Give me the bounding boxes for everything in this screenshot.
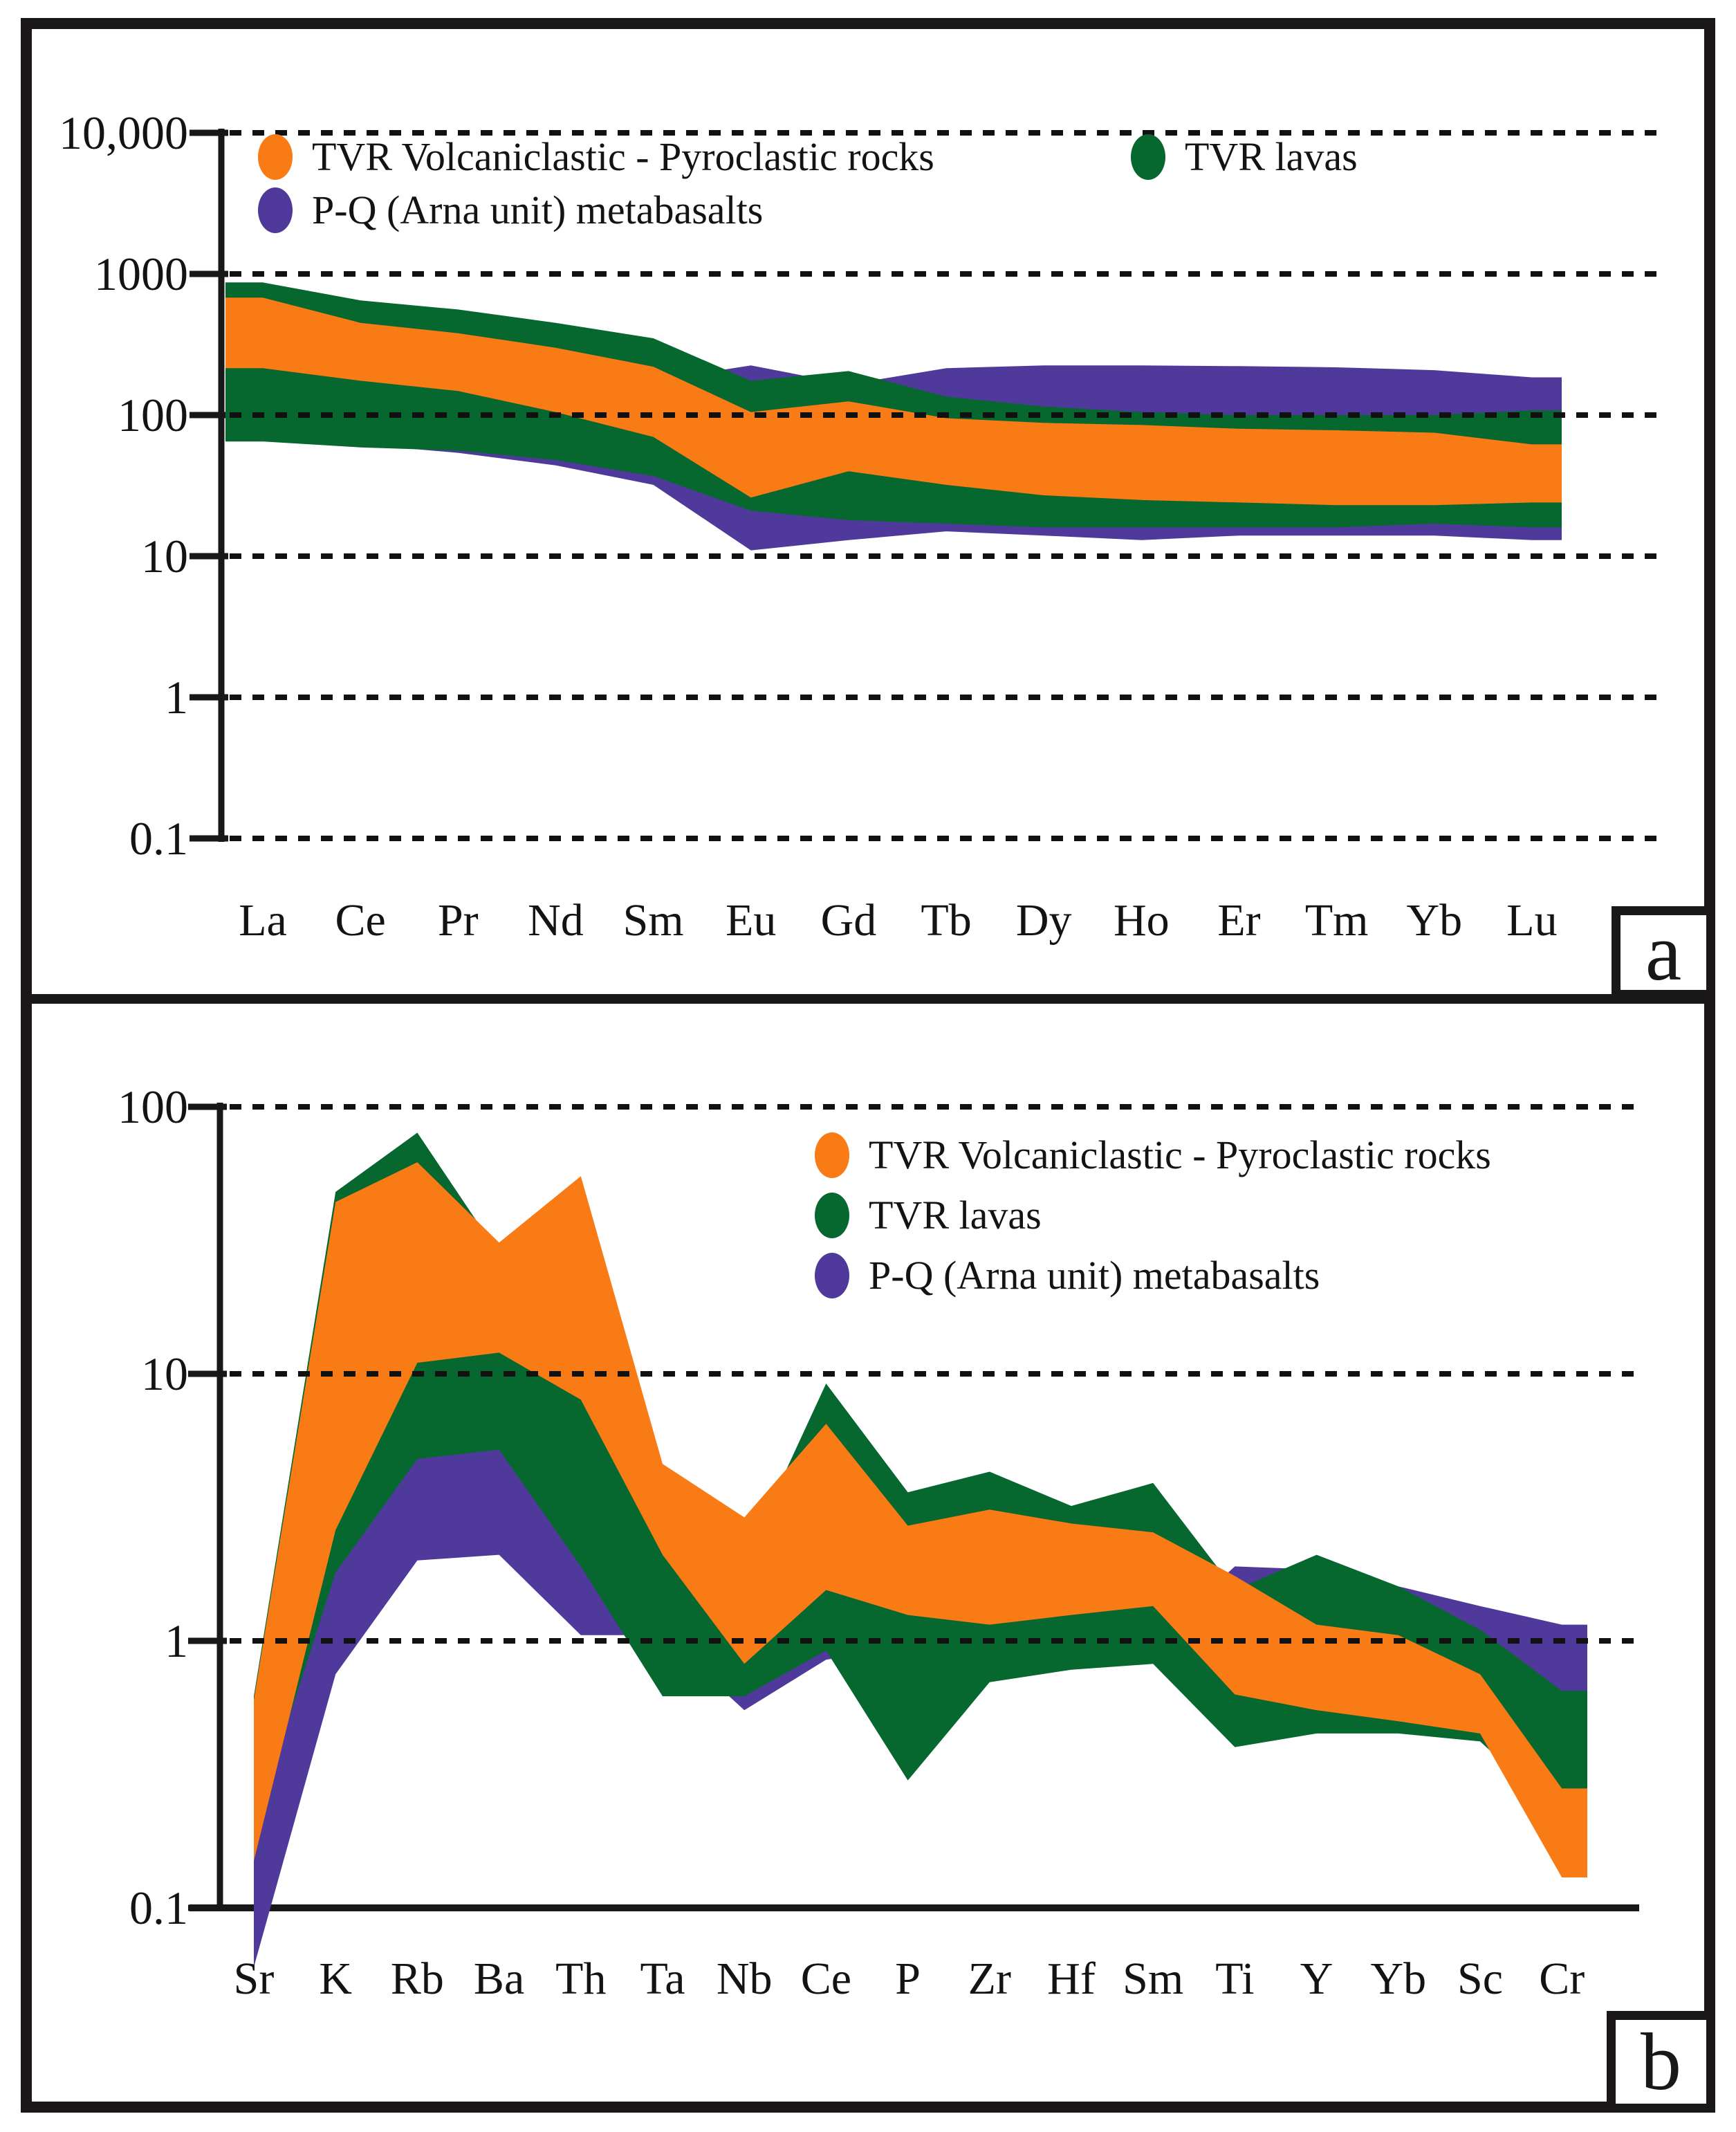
- x-category-label: Hf: [1047, 1954, 1096, 2004]
- legend-label: TVR Volcaniclastic - Pyroclastic rocks: [869, 1132, 1491, 1177]
- x-category-label: Ce: [800, 1954, 852, 2004]
- lavas-legend-dot-icon: [815, 1193, 849, 1238]
- x-category-label: Lu: [1506, 895, 1558, 946]
- x-category-label: Cr: [1539, 1954, 1585, 2004]
- x-category-label: Sm: [1123, 1954, 1184, 2004]
- metabasalts-legend-dot-icon: [815, 1253, 849, 1298]
- x-category-label: K: [319, 1954, 353, 2004]
- y-tick-label: 1: [165, 1615, 188, 1667]
- x-category-label: Pr: [437, 895, 479, 946]
- x-category-label: Nd: [528, 895, 584, 946]
- y-tick-label: 0.1: [129, 1882, 188, 1934]
- y-tick-label: 0.1: [129, 812, 188, 865]
- y-tick-label: 100: [118, 1081, 188, 1133]
- x-category-label: Gd: [820, 895, 877, 946]
- legend-item-metabasalts-b: [815, 1251, 1320, 1301]
- legend-label: P-Q (Arna unit) metabasalts: [312, 187, 764, 232]
- x-category-label: Ce: [335, 895, 386, 946]
- y-tick-label: 10: [141, 1348, 188, 1400]
- panel-b-letter: b: [1641, 2016, 1681, 2107]
- x-category-label: Eu: [726, 895, 777, 946]
- legend-item-volcaniclastic-a: [258, 132, 934, 182]
- x-category-label: La: [239, 895, 287, 946]
- x-category-label: Sr: [233, 1954, 275, 2004]
- legend-label: TVR lavas: [869, 1193, 1042, 1238]
- legend-item-lavas-a: [1131, 132, 1358, 182]
- x-category-label: Sm: [622, 895, 684, 946]
- x-category-label: Ba: [473, 1954, 525, 2004]
- y-tick-label: 100: [118, 389, 188, 441]
- x-category-label: Er: [1217, 895, 1261, 946]
- panel-a-letter: a: [1645, 907, 1682, 998]
- legend-item-volcaniclastic-b: [815, 1130, 1491, 1180]
- x-category-label: Yb: [1406, 895, 1463, 946]
- legend-label: TVR lavas: [1185, 134, 1358, 179]
- lavas-legend-dot-icon: [1131, 134, 1165, 180]
- x-category-label: Nb: [716, 1954, 773, 2004]
- x-category-label: Y: [1300, 1954, 1333, 2004]
- x-category-label: Ho: [1114, 895, 1170, 946]
- volcaniclastic-legend-dot-icon: [815, 1132, 849, 1178]
- x-category-label: Tm: [1304, 895, 1369, 946]
- legend-label: P-Q (Arna unit) metabasalts: [869, 1253, 1320, 1298]
- panel-b-label: [1607, 2011, 1715, 2113]
- y-tick-label: 1000: [94, 248, 188, 300]
- x-category-label: Ta: [640, 1954, 685, 2004]
- legend-item-lavas-b: [815, 1191, 1042, 1240]
- legend-label: TVR Volcaniclastic - Pyroclastic rocks: [312, 134, 934, 179]
- x-category-label: Th: [555, 1954, 607, 2004]
- x-category-label: P: [895, 1954, 921, 2004]
- y-tick-label: 1: [165, 671, 188, 724]
- x-category-label: Ti: [1215, 1954, 1255, 2004]
- x-category-label: Zr: [968, 1954, 1011, 2004]
- x-category-label: Sc: [1457, 1954, 1503, 2004]
- x-category-label: Tb: [921, 895, 972, 946]
- metabasalts-legend-dot-icon: [258, 187, 293, 233]
- x-category-label: Dy: [1015, 895, 1072, 946]
- x-category-label: Rb: [390, 1954, 444, 2004]
- volcaniclastic-legend-dot-icon: [258, 134, 293, 180]
- panel-a-label: [1612, 906, 1715, 999]
- legend-item-metabasalts-a: [258, 185, 763, 235]
- y-tick-label: 10: [141, 530, 188, 582]
- y-tick-label: 10,000: [59, 107, 188, 159]
- x-category-label: Yb: [1370, 1954, 1427, 2004]
